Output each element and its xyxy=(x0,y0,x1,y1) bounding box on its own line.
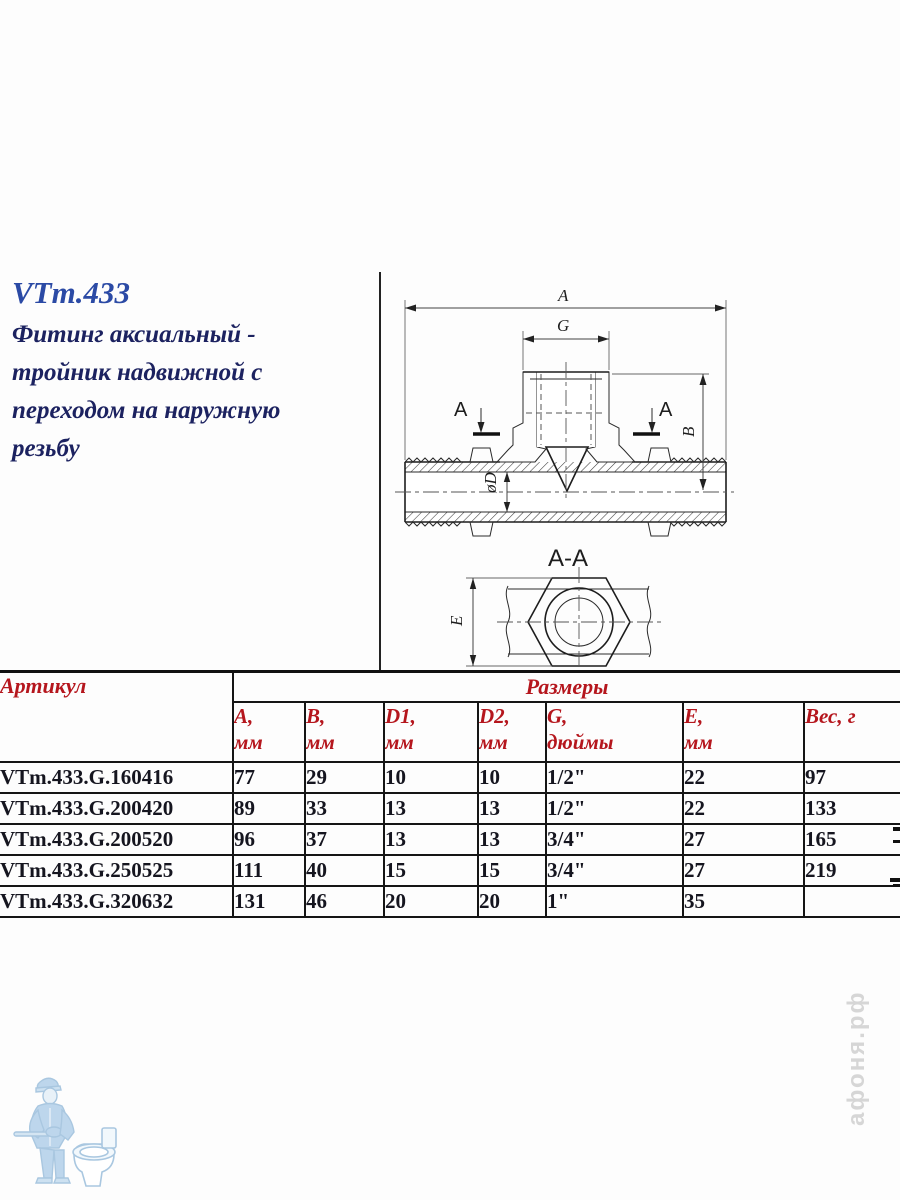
spec-table xyxy=(0,670,900,918)
dim-d-label: øD xyxy=(481,472,500,493)
section-marker-left xyxy=(454,399,500,434)
table-row: VTm.433.G.200420 89 33 13 13 1/2" 22 133 xyxy=(0,793,900,824)
article-cell: VTm.433.G.250525 xyxy=(0,855,233,886)
scan-artifact-dash xyxy=(893,884,900,887)
col-header-g: G, дюймы xyxy=(546,702,683,762)
svg-text:A: A xyxy=(454,399,468,421)
table-row: VTm.433.G.250525 111 40 15 15 3/4" 27 219 xyxy=(0,855,900,886)
plumber-watermark-icon xyxy=(6,1066,138,1198)
dim-b-label: B xyxy=(679,426,698,437)
product-description-line: Фитинг аксиальный - xyxy=(12,321,256,348)
dim-e-label: E xyxy=(447,615,466,626)
col-header-e: E, мм xyxy=(683,702,804,762)
dimension-g xyxy=(523,316,609,370)
col-header-d2: D2, мм xyxy=(478,702,546,762)
product-code: VTm.433 xyxy=(12,275,130,310)
col-header-b: B, мм xyxy=(305,702,384,762)
svg-text:A: A xyxy=(659,399,673,421)
article-cell: VTm.433.G.320632 xyxy=(0,886,233,917)
col-header-weight: Вес, г xyxy=(804,702,900,762)
product-description-line: тройник надвижной с xyxy=(12,359,263,386)
article-cell: VTm.433.G.200520 xyxy=(0,824,233,855)
product-description-line: переходом на наружную xyxy=(12,397,281,424)
dim-g-label: G xyxy=(557,316,570,335)
site-watermark: афоня.рф xyxy=(843,990,870,1126)
table-row: VTm.433.G.160416 77 29 10 10 1/2" 22 97 xyxy=(0,762,900,793)
scan-artifact-dash xyxy=(893,827,900,831)
scan-artifact-dash xyxy=(890,878,900,882)
table-row: VTm.433.G.320632 131 46 20 20 1" 35 xyxy=(0,886,900,917)
table-row: VTm.433.G.200520 96 37 13 13 3/4" 27 165 xyxy=(0,824,900,855)
title-block xyxy=(12,276,372,468)
col-header-a: A, мм xyxy=(233,702,305,762)
technical-drawing xyxy=(379,270,740,672)
main-section-view xyxy=(395,286,734,536)
section-marker-right xyxy=(633,399,673,434)
product-description-line: резьбу xyxy=(12,435,80,462)
article-cell: VTm.433.G.200420 xyxy=(0,793,233,824)
dim-a-label: A xyxy=(558,286,569,305)
section-title: А-А xyxy=(548,545,589,572)
scan-artifact-dash xyxy=(893,840,900,843)
col-header-d1: D1, мм xyxy=(384,702,478,762)
article-cell: VTm.433.G.160416 xyxy=(0,762,233,793)
sizes-header: Размеры xyxy=(233,672,900,703)
article-header: Артикул xyxy=(0,672,233,763)
section-aa-view xyxy=(447,545,661,672)
